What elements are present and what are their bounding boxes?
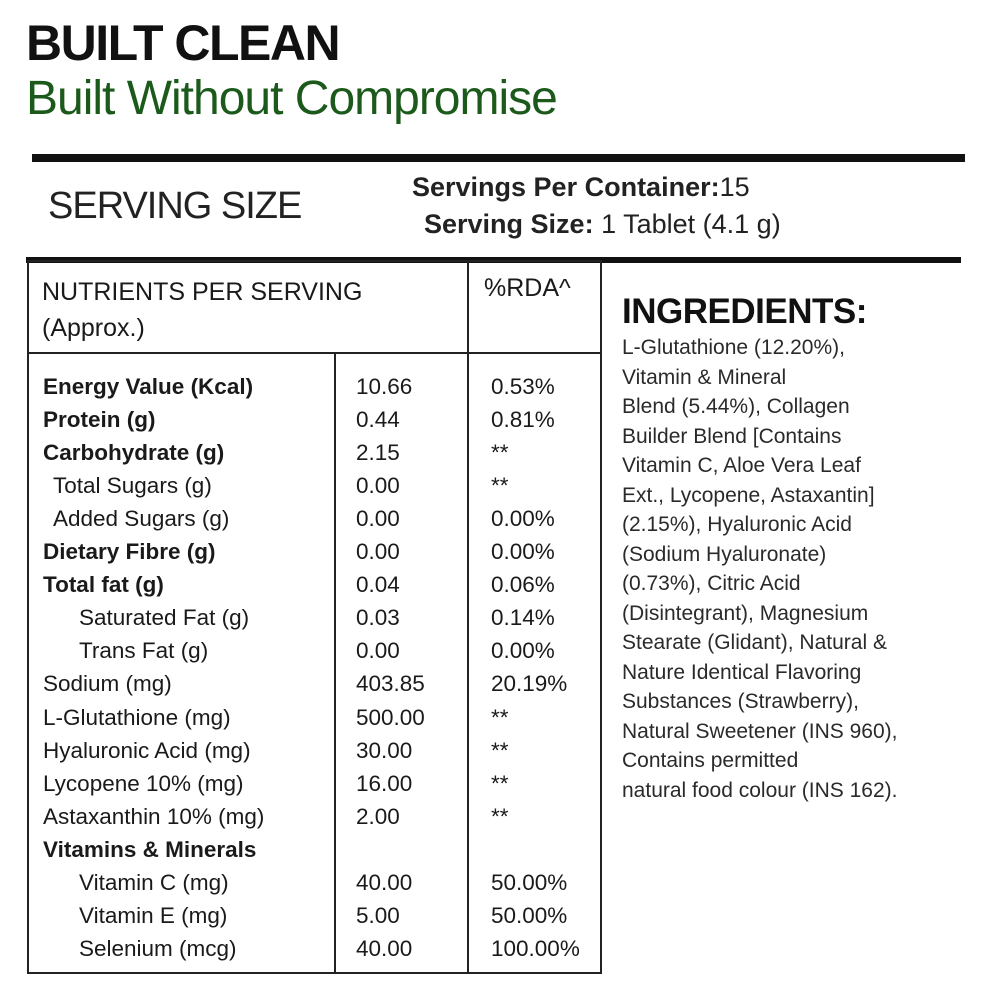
servings-per-container-label: Servings Per Container: <box>412 172 720 202</box>
nutrient-value: 40.00 <box>356 869 413 895</box>
table-row <box>0 601 600 634</box>
nutrient-rda: 20.19% <box>491 671 568 697</box>
table-row <box>0 866 600 899</box>
serving-size-key: Serving Size: <box>424 209 594 239</box>
nutrient-rda: 100.00% <box>491 935 580 961</box>
nutrient-name: Total Sugars (g) <box>53 473 212 499</box>
table-row <box>0 535 600 568</box>
table-row <box>0 469 600 502</box>
servings-per-container-value: 15 <box>719 172 750 202</box>
table-row <box>0 634 600 667</box>
nutrient-value: 0.00 <box>356 638 400 664</box>
nutrient-value: 0.44 <box>356 407 400 433</box>
table-row <box>0 403 600 436</box>
brand-title: BUILT CLEAN <box>26 15 340 71</box>
nutrient-rda: ** <box>491 770 509 796</box>
brand-subtitle: Built Without Compromise <box>26 72 557 125</box>
nutrient-rda: 0.53% <box>491 374 555 399</box>
nutrients-per-serving-heading: NUTRIENTS PER SERVING <box>42 278 363 306</box>
nutrient-rda: 0.00% <box>491 506 555 532</box>
nutrient-value: 403.85 <box>356 671 425 697</box>
nutrient-name: Vitamin C (mg) <box>79 869 229 895</box>
nutrient-rda: ** <box>491 704 509 730</box>
table-row <box>0 370 600 403</box>
nutrient-name: Added Sugars (g) <box>53 506 230 532</box>
nutrient-rda: 0.14% <box>491 605 555 631</box>
servings-per-container <box>412 172 750 203</box>
nutrient-value: 2.15 <box>356 440 400 466</box>
table-header-divider <box>27 352 602 354</box>
nutrient-rda: ** <box>491 473 509 499</box>
nutrient-rda: 50.00% <box>491 902 568 928</box>
nutrient-rda: 50.00% <box>491 869 568 895</box>
top-rule <box>32 154 965 162</box>
nutrient-value: 2.00 <box>356 803 400 829</box>
nutrient-rda: 0.06% <box>491 572 555 598</box>
nutrient-name: Astaxanthin 10% (mg) <box>43 803 265 829</box>
nutrient-value: 0.00 <box>356 473 400 499</box>
nutrient-name: Dietary Fibre (g) <box>43 539 216 565</box>
nutrient-value: 0.00 <box>356 539 400 565</box>
nutrient-name: Total fat (g) <box>43 572 164 598</box>
nutrient-value: 30.00 <box>356 737 413 763</box>
nutrient-name: Vitamins & Minerals <box>43 836 257 862</box>
nutrient-value: 10.66 <box>356 374 413 399</box>
table-row <box>0 568 600 601</box>
nutrient-value: 5.00 <box>356 902 400 928</box>
table-row <box>0 734 600 767</box>
table-row <box>0 767 600 800</box>
nutrient-rda: ** <box>491 803 509 829</box>
approx-heading: (Approx.) <box>42 314 145 342</box>
nutrient-rda: 0.00% <box>491 539 555 565</box>
nutrient-value: 0.00 <box>356 506 400 532</box>
serving-size-label: SERVING SIZE <box>48 185 302 227</box>
nutrient-name: Carbohydrate (g) <box>43 440 225 466</box>
nutrient-rda: 0.00% <box>491 638 555 664</box>
table-header-nutrients <box>42 274 362 346</box>
nutrient-value: 0.03 <box>356 605 400 631</box>
nutrient-name: Protein (g) <box>43 407 156 433</box>
nutrient-rda: ** <box>491 440 509 466</box>
ingredients-title: INGREDIENTS: <box>622 292 867 331</box>
table-header-rda: %RDA^ <box>484 274 571 302</box>
table-row <box>0 800 600 833</box>
nutrient-name: Selenium (mcg) <box>79 935 237 961</box>
nutrient-rda: 0.81% <box>491 407 555 433</box>
table-row <box>0 436 600 469</box>
nutrient-name: Trans Fat (g) <box>79 638 209 664</box>
nutrient-name: Sodium (mg) <box>43 671 172 697</box>
serving-size-value: 1 Tablet (4.1 g) <box>601 209 781 239</box>
nutrient-value: 16.00 <box>356 770 413 796</box>
table-row <box>0 667 600 700</box>
ingredients-text: L-Glutathione (12.20%), Vitamin & Mineral Blend (5.44%), Collagen Builder Blend [Contains Vitamin C, Aloe Vera Leaf Ext., Lycopene, Astaxantin] (2.15%), Hyaluronic Acid (Sodium Hyaluronate) (0.73%), Citric Acid (Disintegrant), Magnesium Stearate (Glidant), Natural & Nature Identical Flavoring Substances (Strawberry), Natural Sweetener (INS 960), Contains permitted natural food colour (INS 162). <box>622 336 898 802</box>
nutrient-value: 40.00 <box>356 935 413 961</box>
nutrient-name: Vitamin E (mg) <box>79 902 228 928</box>
nutrient-name: Hyaluronic Acid (mg) <box>43 737 251 763</box>
nutrient-value: 500.00 <box>356 704 425 730</box>
table-row <box>0 502 600 535</box>
nutrient-rda: ** <box>491 737 509 763</box>
table-row <box>0 833 600 866</box>
table-row <box>0 899 600 932</box>
table-row <box>0 701 600 734</box>
nutrient-name: L-Glutathione (mg) <box>43 704 231 730</box>
serving-size <box>424 209 781 240</box>
table-row <box>0 932 600 965</box>
nutrient-name: Lycopene 10% (mg) <box>43 770 244 796</box>
nutrient-value: 0.04 <box>356 572 400 598</box>
nutrient-name: Saturated Fat (g) <box>79 605 250 631</box>
nutrient-name: Energy Value (Kcal) <box>43 374 254 399</box>
